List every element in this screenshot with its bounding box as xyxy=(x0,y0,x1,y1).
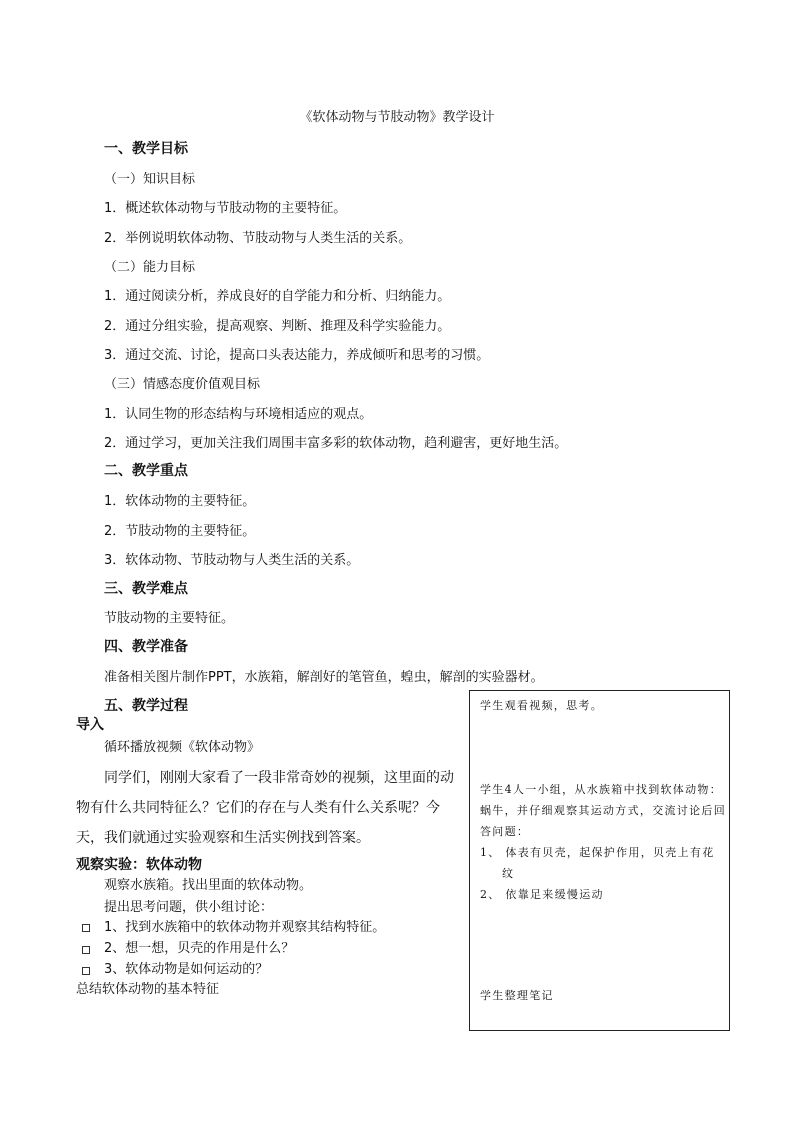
keypoint-item: 1．软体动物的主要特征。 xyxy=(104,494,256,509)
note-answer: 2、 依靠足来缓慢运动 xyxy=(480,888,604,901)
note-watch: 学生观看视频，思考。 xyxy=(480,699,603,712)
question-bullet-icon xyxy=(82,917,90,936)
goal-ability-label: （二）能力目标 xyxy=(104,260,196,275)
experiment-label: 观察实验：软体动物 xyxy=(76,857,202,873)
question-bullet-icon xyxy=(82,960,90,979)
goal-knowledge-item: 1．概述软体动物与节肢动物的主要特征。 xyxy=(104,201,347,216)
goal-ability-item: 2．通过分组实验，提高观察、判断、推理及科学实验能力。 xyxy=(104,319,451,334)
note-summary: 学生整理笔记 xyxy=(480,989,554,1002)
intro-paragraph: 同学们，刚刚大家看了一段非常奇妙的视频，这里面的动物有什么共同特征么？它们的存在与人类有什么关系呢？今天，我们就通过实验观察和生活实例找到答案。 xyxy=(76,770,454,846)
student-activity-box xyxy=(469,690,730,1031)
experiment-line: 提出思考问题，供小组讨论： xyxy=(104,900,274,915)
question-item: 1、找到水族箱中的软体动物并观察其结构特征。 xyxy=(104,920,386,935)
goal-ability-item: 3．通过交流、讨论，提高口头表达能力，养成倾听和思考的习惯。 xyxy=(104,348,490,363)
intro-line: 循环播放视频《软体动物》 xyxy=(104,740,261,755)
experiment-line: 观察水族箱。找出里面的软体动物。 xyxy=(104,878,313,893)
difficulty-text: 节肢动物的主要特征。 xyxy=(104,611,235,626)
summary-line: 总结软体动物的基本特征 xyxy=(76,982,220,997)
keypoint-item: 3．软体动物、节肢动物与人类生活的关系。 xyxy=(104,553,360,568)
goal-emotion-label: （三）情感态度价值观目标 xyxy=(104,377,261,392)
goal-knowledge-label: （一）知识目标 xyxy=(104,172,196,187)
goal-knowledge-item: 2．举例说明软体动物、节肢动物与人类生活的关系。 xyxy=(104,231,412,246)
goal-emotion-item: 2．通过学习，更加关注我们周围丰富多彩的软体动物，趋利避害，更好地生活。 xyxy=(104,436,568,451)
keypoint-item: 2．节肢动物的主要特征。 xyxy=(104,524,256,539)
goal-ability-item: 1．通过阅读分析，养成良好的自学能力和分析、归纳能力。 xyxy=(104,289,451,304)
question-item: 2、想一想，贝壳的作用是什么？ xyxy=(104,941,295,956)
question-bullet-icon xyxy=(82,939,90,958)
section-heading-goals: 一、教学目标 xyxy=(104,141,188,157)
section-heading-process: 五、教学过程 xyxy=(104,698,188,714)
section-heading-difficulty: 三、教学难点 xyxy=(104,581,188,597)
intro-label: 导入 xyxy=(76,717,104,733)
section-heading-preparation: 四、教学准备 xyxy=(104,639,188,655)
section-heading-keypoints: 二、教学重点 xyxy=(104,463,188,479)
note-group: 学生4人一小组，从水族箱中找到软体动物：蜗牛，并仔细观察其运动方式，交流讨论后回答问题： xyxy=(480,783,726,838)
preparation-text: 准备相关图片制作PPT，水族箱，解剖好的笔管鱼，蝗虫，解剖的实验器材。 xyxy=(104,670,544,685)
document-title: 《软体动物与节肢动物》教学设计 xyxy=(299,110,495,125)
question-item: 3、软体动物是如何运动的？ xyxy=(104,962,269,977)
goal-emotion-item: 1．认同生物的形态结构与环境相适应的观点。 xyxy=(104,407,373,422)
note-answer: 1、 体表有贝壳，起保护作用，贝壳上有花纹 xyxy=(480,846,715,880)
